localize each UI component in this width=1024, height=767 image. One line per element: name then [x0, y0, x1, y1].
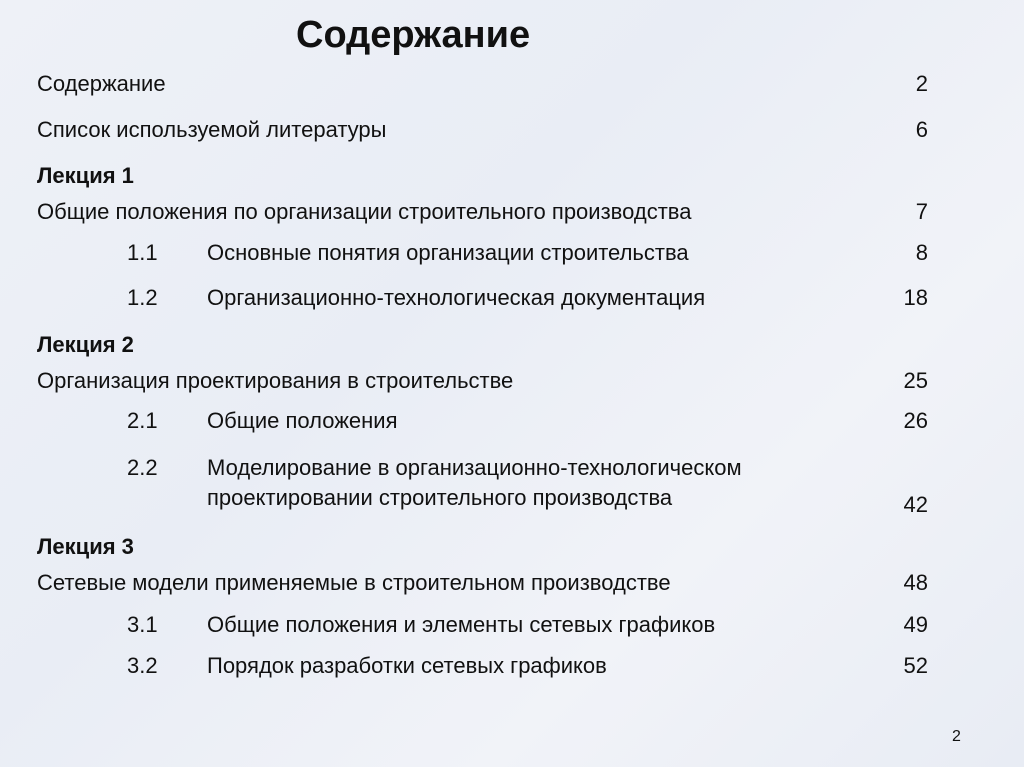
section-1-2-title: Организационно-технологическая документация [207, 285, 706, 310]
section-3-1-page: 49 [903, 612, 928, 637]
lecture-1-heading: Лекция 1 [37, 163, 134, 188]
section-3-2-title: Порядок разработки сетевых графиков [207, 653, 607, 678]
section-3-2-page: 52 [903, 653, 928, 678]
lecture-1-topic-page: 7 [915, 199, 928, 224]
section-1-1-title: Основные понятия организации строительства [207, 240, 689, 265]
section-2-1-page: 26 [903, 408, 928, 433]
section-2-2-number: 2.2 [127, 455, 158, 480]
toc-page-literature: 6 [915, 117, 928, 142]
toc-entry-contents: Содержание [37, 71, 166, 96]
section-3-2-number: 3.2 [127, 653, 158, 678]
section-1-1-page: 8 [915, 240, 928, 265]
section-1-2-number: 1.2 [127, 285, 158, 310]
section-1-2-page: 18 [903, 285, 928, 310]
lecture-3-topic: Сетевые модели применяемые в строительном производстве [37, 570, 671, 595]
section-2-2-title-line-2: проектировании строительного производства [207, 485, 673, 510]
lecture-3-heading: Лекция 3 [37, 534, 134, 559]
section-2-2-title-line-1: Моделирование в организационно-технологическом [207, 455, 742, 480]
lecture-3-topic-page: 48 [903, 570, 928, 595]
slide-number: 2 [952, 728, 961, 745]
section-2-1-number: 2.1 [127, 408, 158, 433]
lecture-1-topic: Общие положения по организации строительного производства [37, 199, 692, 224]
section-2-2-page: 42 [903, 492, 928, 517]
toc-page-contents: 2 [915, 71, 928, 96]
lecture-2-topic: Организация проектирования в строительстве [37, 368, 514, 393]
section-1-1-number: 1.1 [127, 240, 158, 265]
section-2-1-title: Общие положения [207, 408, 398, 433]
lecture-2-heading: Лекция 2 [37, 332, 134, 357]
section-3-1-number: 3.1 [127, 612, 158, 637]
page-title: Содержание [296, 14, 531, 56]
section-3-1-title: Общие положения и элементы сетевых графиков [207, 612, 716, 637]
toc-entry-literature: Список используемой литературы [37, 117, 387, 142]
lecture-2-topic-page: 25 [903, 368, 928, 393]
